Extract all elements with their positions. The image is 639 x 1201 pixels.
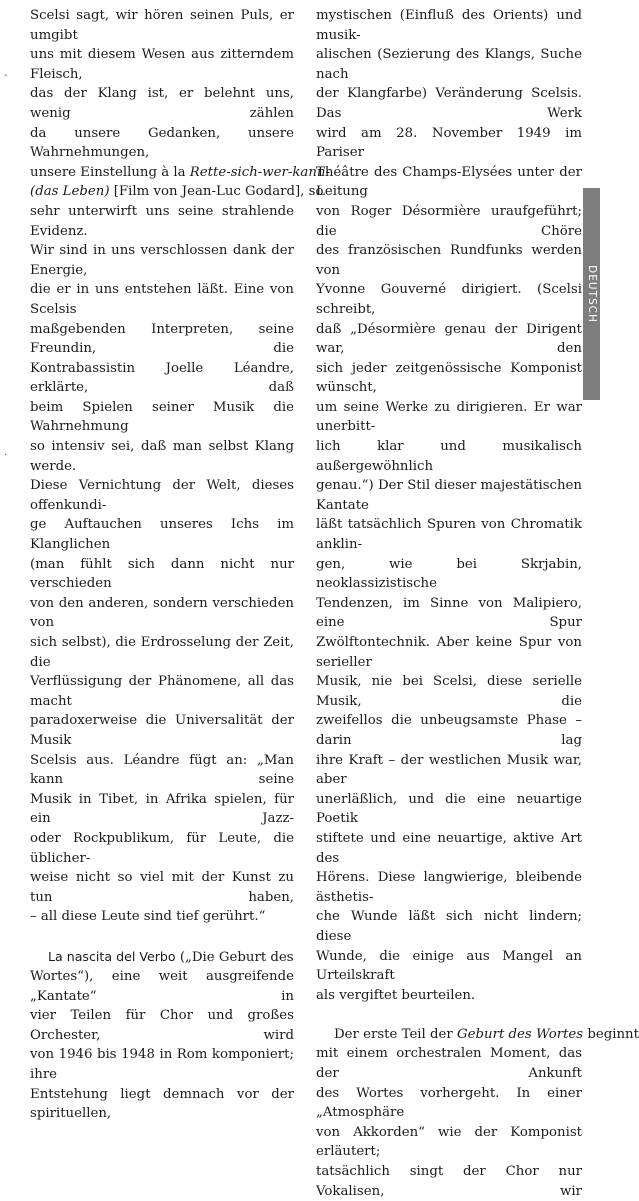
text-line: weise nicht so viel mit der Kunst zu tun haben,: [30, 870, 294, 905]
film-title-italic: Rette-sich-wer-kann-: [189, 164, 330, 180]
text-line: Scelsis aus. Léandre fügt an: „Man kann seine: [30, 752, 294, 788]
text-line: Hörens. Diese langwierige, bleibende ästhetis-: [316, 870, 582, 905]
left-text-column: [30, 6, 330, 1124]
text-line: Tendenzen, im Sinne von Malipiero, eine Spur: [316, 595, 582, 631]
text-line: von Akkorden“ wie der Komponist erläutert;: [316, 1124, 582, 1160]
text-line: Yvonne Gouverné dirigiert. (Scelsi schreibt,: [316, 282, 582, 317]
language-tab-label: DEUTSCH: [585, 265, 598, 323]
text-line: sehr unterwirft uns seine strahlende Evidenz.: [30, 203, 294, 239]
text-line: beim Spielen seiner Musik die Wahrnehmung: [30, 399, 294, 435]
text-fragment: beginnt: [583, 1026, 639, 1042]
text-line: Diese Vernichtung der Welt, dieses offenkundi-: [30, 478, 294, 513]
text-line: läßt tatsächlich Spuren von Chromatik anklin-: [316, 517, 582, 553]
text-line: paradoxerweise die Universalität der Musik: [30, 713, 294, 748]
text-line: maßgebenden Interpreten, seine Freundin, die: [30, 321, 294, 357]
text-line: Kontrabassistin Joelle Léandre, erklärte, daß: [30, 360, 294, 396]
text-line: Verflüssigung der Phänomene, all das macht: [30, 674, 294, 709]
text-line: da unsere Gedanken, unsere Wahrnehmungen,: [30, 125, 294, 161]
work-title-italic: Geburt des Wortes: [457, 1026, 584, 1042]
text-line: sich jeder zeitgenössische Komponist wünscht,: [316, 360, 582, 396]
text-line: Scelsi sagt, wir hören seinen Puls, er umgibt: [30, 8, 294, 43]
text-line: tatsächlich singt der Chor nur Vokalisen, wir: [316, 1164, 582, 1199]
text-line: alischen (Sezierung des Klangs, Suche nach: [316, 47, 582, 82]
film-title-italic: (das Leben): [30, 184, 110, 200]
text-line: [316, 1025, 639, 1045]
text-line: von 1946 bis 1948 in Rom komponiert; ihre: [30, 1047, 294, 1083]
text-line: lich klar und musikalisch außergewöhnlich: [316, 439, 582, 474]
text-line: zweifellos die unbeugsamste Phase – darin lag: [316, 713, 582, 748]
text-line: [30, 163, 330, 183]
text-fragment: Der erste Teil der: [334, 1026, 458, 1042]
margin-mark: -: [4, 70, 8, 81]
text-line: das der Klang ist, er belehnt uns, wenig zählen: [30, 86, 294, 121]
text-line: Théâtre des Champs-Elysées unter der Leitung: [316, 164, 582, 200]
text-line: von den anderen, sondern verschieden von: [30, 595, 294, 631]
text-line: des Wortes vorhergeht. In einer „Atmosphäre: [316, 1085, 582, 1121]
text-line: die er in uns entstehen läßt. Eine von Scelsis: [30, 282, 294, 317]
text-line: Zwölftontechnik. Aber keine Spur von serieller: [316, 635, 582, 670]
text-line: vier Teilen für Chor und großes Orchester, wird: [30, 1008, 294, 1043]
text-line: unerläßlich, und die eine neuartige Poetik: [316, 791, 582, 827]
text-line: stiftete und eine neuartige, aktive Art des: [316, 830, 582, 866]
text-line: oder Rockpublikum, für Leute, die üblicher-: [30, 830, 294, 866]
text-line: der Klangfarbe) Veränderung Scelsis. Das Werk: [316, 86, 582, 121]
text-line: so intensiv sei, daß man selbst Klang werde.: [30, 439, 294, 474]
text-line: Musik in Tibet, in Afrika spielen, für ein Jazz-: [30, 791, 294, 827]
text-line: uns mit diesem Wesen aus zitterndem Fleisch,: [30, 47, 294, 82]
text-line: mit einem orchestralen Moment, das der Ankunft: [316, 1046, 582, 1082]
text-line: Musik, nie bei Scelsi, diese serielle Musik, die: [316, 674, 582, 709]
language-tab: [583, 188, 600, 400]
text-line: wird am 28. November 1949 im Pariser: [316, 125, 582, 161]
text-line: sich selbst), die Erdrosselung der Zeit, die: [30, 635, 294, 670]
text-fragment: unsere Einstellung à la: [30, 164, 190, 180]
text-line: ihre Kraft – der westlichen Musik war, aber: [316, 752, 582, 788]
text-line: um seine Werke zu dirigieren. Er war unerbitt-: [316, 399, 582, 435]
text-fragment: („Die Geburt des: [175, 949, 294, 965]
text-line: – all diese Leute sind tief gerührt.“: [30, 909, 266, 925]
text-line: Wunde, die einige aus Mangel an Urteilskraft: [316, 948, 582, 984]
text-line: Wortes“), eine weit ausgreifende „Kantate“ in: [30, 969, 294, 1004]
text-line: [30, 182, 324, 202]
text-line: von Roger Désormière uraufgeführt; die Chöre: [316, 203, 582, 239]
text-line: Wir sind in uns verschlossen dank der Energie,: [30, 243, 294, 278]
text-line: als vergiftet beurteilen.: [316, 987, 476, 1003]
text-line: gen, wie bei Skrjabin, neoklassizistische: [316, 556, 582, 592]
text-line: che Wunde läßt sich nicht lindern; diese: [316, 909, 582, 944]
text-line: Entstehung liegt demnach vor der spirituellen,: [30, 1086, 294, 1122]
text-line: daß „Désormière genau der Dirigent war, den: [316, 321, 582, 357]
work-title: La nascita del Verbo: [48, 948, 176, 964]
text-line: (man fühlt sich dann nicht nur verschieden: [30, 556, 294, 592]
text-line: des französischen Rundfunks werden von: [316, 243, 582, 278]
text-line: genau.“) Der Stil dieser majestätischen Kantate: [316, 478, 582, 513]
margin-mark: ·: [4, 450, 8, 461]
text-fragment: [Film von Jean-Luc Godard], so: [109, 184, 324, 200]
text-line: ge Auftauchen unseres Ichs im Klanglichen: [30, 517, 294, 553]
text-line: mystischen (Einfluß des Orients) und musik-: [316, 8, 582, 43]
text-line: [30, 947, 294, 968]
